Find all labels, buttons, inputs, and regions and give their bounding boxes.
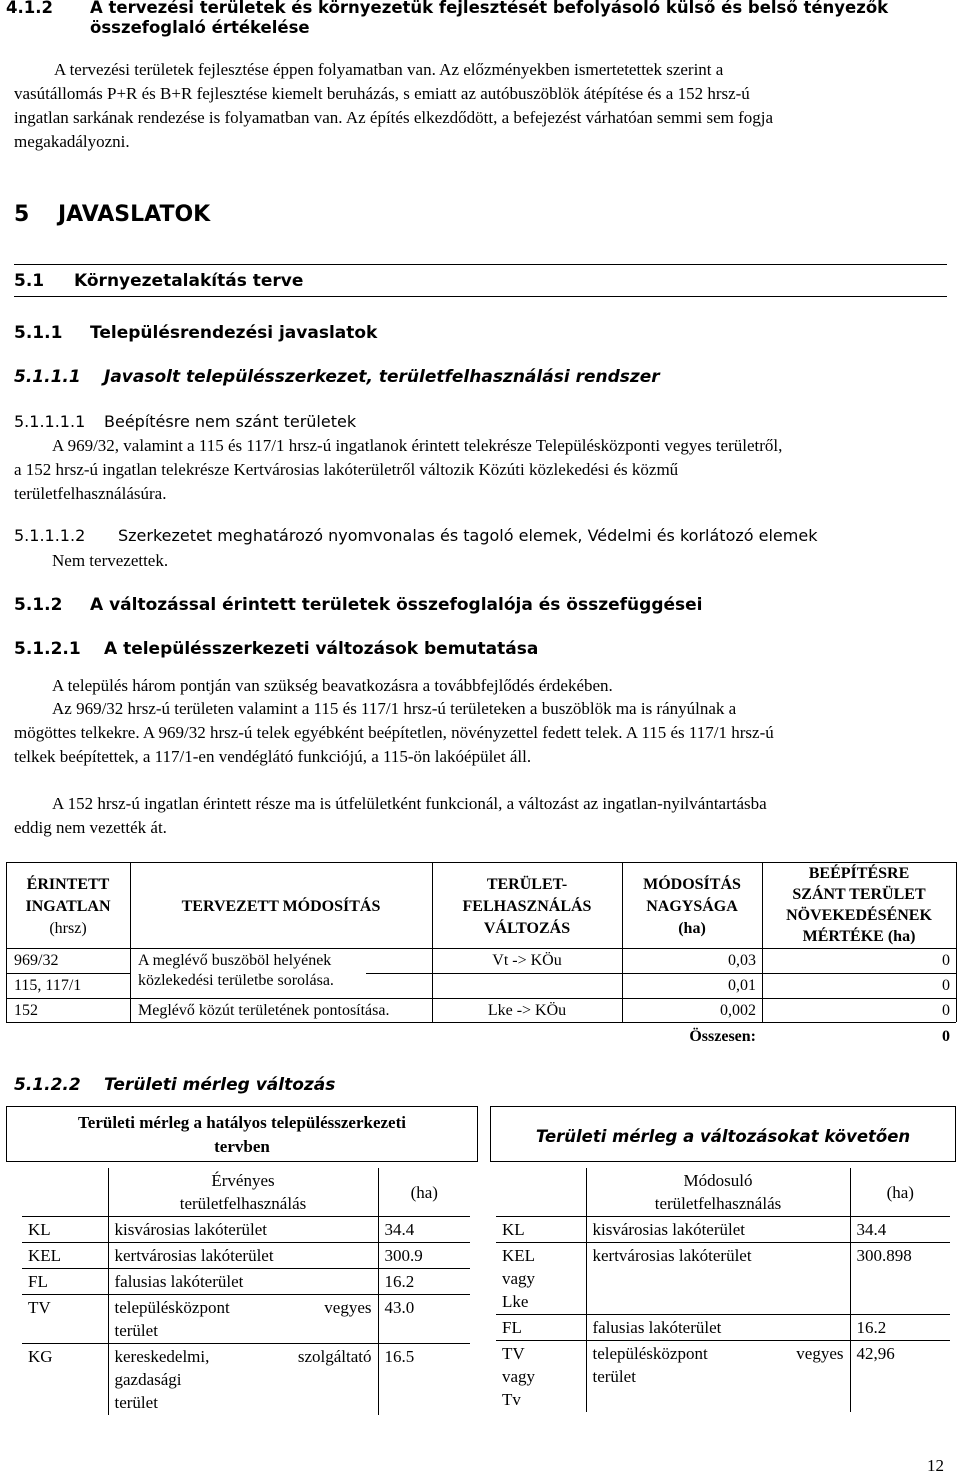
cell-ha: 43.0 [378,1295,470,1344]
paragraph-line: a 152 hrsz-ú ingatlan telekrésze Kertvárosias lakóterületről változik Közúti közlekedési és közmű [14,460,679,479]
header-cell-empty [496,1168,586,1217]
title-line: Területi mérleg a hatályos településszerkezeti [78,1113,406,1132]
header-text: MÉRTÉKE (ha) [802,928,916,945]
table-header-row [22,1168,470,1217]
header-cell-use [108,1168,378,1217]
table-row [22,1344,470,1416]
heading-title-line1: A tervezési területek és környezetük fejlesztését befolyásoló külső és belső tényezők [90,0,889,17]
cell-code: KL [22,1217,108,1243]
heading-title: Beépítésre nem szánt területek [104,412,357,431]
header-text: (hrsz) [49,920,87,937]
cell-name: kisvárosias lakóterület [108,1217,378,1243]
code-part: vagy [502,1367,536,1386]
cell-name [108,1344,378,1416]
name-part: vegyes [796,1344,844,1363]
paragraph-line: Az 969/32 hrsz-ú területen valamint a 115 és 117/1 hrsz-ú területeken a buszöblök ma is rányúlnak a [52,699,737,718]
heading-title: Településrendezési javaslatok [90,323,378,343]
table-border [6,998,956,999]
header-change: TERVEZETT MÓDOSÍTÁS [181,898,381,915]
header-parcel [6,874,130,940]
header-text: VÁLTOZÁS [483,920,571,937]
intro-line: ingatlan sarkának rendezése is folyamatban van. Az építés elkezdődött, a befejezést várhatóan semmi sem fogja [14,108,774,127]
cell-parcel: 115, 117/1 [14,977,82,994]
cell-parcel: 152 [14,1002,38,1019]
balance-after-table [496,1168,950,1412]
heading-number: 5.1.1 [14,323,63,343]
cell-ha: 34.4 [378,1217,470,1243]
cell-growth: 0 [942,952,950,969]
name-part: kereskedelmi, [114,1347,210,1366]
cell-code: KEL [22,1243,108,1269]
cell-name: falusias lakóterület [108,1269,378,1295]
cell-code: FL [22,1269,108,1295]
name-part: terület [114,1321,158,1340]
cell-landuse: Lke -> KÖu [487,1002,567,1019]
paragraph-5-1-1-1-2: Nem tervezettek. [52,551,169,570]
cell-code: FL [496,1315,586,1341]
heading-number: 5.1.1.1 [14,367,81,387]
balance-current-title [6,1106,478,1162]
heading-number: 5.1 [14,271,45,291]
chapter-number: 5 [14,202,30,227]
name-part: szolgáltató [297,1347,372,1366]
intro-line: vasútállomás P+R és B+R fejlesztése kiemelt beruházás, s emiatt az autóbuszöblök átépítése és a 152 hrsz-ú [14,84,750,103]
cell-growth: 0 [942,1002,950,1019]
heading-number: 4.1.2 [6,0,53,17]
name-part: településközpont [114,1298,230,1317]
balance-after-title: Területi mérleg a változásokat követően [490,1106,956,1162]
header-cell-empty [22,1168,108,1217]
heading-number: 5.1.2.1 [14,639,81,659]
header-text: NÖVEKEDÉSÉNEK [786,907,932,924]
header-text: TERÜLET- [486,876,568,893]
cell-change: A meglévő buszöböl helyének [138,952,332,969]
cell-size: 0,002 [720,1002,756,1019]
header-text: NAGYSÁGA [646,898,738,915]
name-part: terület [114,1393,158,1412]
header-cell-ha: (ha) [850,1168,950,1217]
table-border [6,1022,956,1023]
cell-code: KG [22,1344,108,1416]
cell-change: közlekedési területbe sorolása. [138,972,334,989]
cell-ha: 300.898 [850,1243,950,1315]
cell-code: TV [22,1295,108,1344]
table-row [22,1217,470,1243]
header-text: SZÁNT TERÜLET [792,886,926,903]
table-row [496,1217,950,1243]
header-text: ÉRINTETT [26,876,110,893]
cell-ha: 16.2 [850,1315,950,1341]
table-row [22,1269,470,1295]
header-growth [762,863,956,947]
page-number: 12 [927,1456,944,1475]
header-text: INGATLAN [25,898,111,915]
cell-parcel: 969/32 [14,952,59,969]
header-text: BEÉPÍTÉSRE [808,865,910,882]
total-label: Összesen: [689,1028,756,1045]
cell-ha: 300.9 [378,1243,470,1269]
total-value: 0 [942,1028,950,1045]
header-size [622,874,762,940]
cell-ha: 16.5 [378,1344,470,1416]
table-row [496,1243,950,1315]
heading-title: Környezetalakítás terve [74,271,304,291]
cell-name [586,1341,850,1413]
table-border [956,862,957,1022]
table-border [130,862,131,1022]
name-part: gazdasági [114,1370,182,1389]
code-part: TV [502,1344,525,1363]
header-text: (ha) [678,920,706,937]
header-text: Módosuló [683,1171,753,1190]
code-part: KEL [502,1246,536,1265]
heading-title: Javasolt településszerkezet, területfelhasználási rendszer [104,367,660,387]
header-cell-ha: (ha) [378,1168,470,1217]
table-border [366,973,956,974]
cell-name: kisvárosias lakóterület [586,1217,850,1243]
chapter-title: JAVASLATOK [58,202,211,227]
cell-ha: 34.4 [850,1217,950,1243]
table-row [496,1315,950,1341]
cell-name [108,1295,378,1344]
heading-number: 5.1.1.1.1 [14,412,86,431]
cell-growth: 0 [942,977,950,994]
cell-landuse: Vt -> KÖu [492,952,562,969]
name-part: településközpont [592,1344,708,1363]
heading-title: Szerkezetet meghatározó nyomvonalas és tagoló elemek, Védelmi és korlátozó elemek [118,526,818,545]
heading-number: 5.1.2.2 [14,1075,81,1095]
cell-size: 0,03 [728,952,756,969]
cell-code [496,1341,586,1413]
heading-5-1-2-2 [14,1072,336,1098]
paragraph-line: telkek beépítettek, a 117/1-en vendéglátó funkciójú, a 115-ön lakóépület áll. [14,747,532,766]
balance-current-table [22,1168,470,1415]
heading-title: A változással érintett területek összefoglalója és összefüggései [90,595,703,615]
header-landuse [432,874,622,940]
paragraph-line: A 969/32, valamint a 115 és 117/1 hrsz-ú ingatlanok érintett telekrésze Településközponti vegyes területről, [52,436,783,455]
table-row [496,1341,950,1413]
table-row [22,1243,470,1269]
heading-number: 5.1.2 [14,595,63,615]
table-header-row [496,1168,950,1217]
table-border [6,948,956,949]
header-text: MÓDOSÍTÁS [643,876,741,893]
cell-name: falusias lakóterület [586,1315,850,1341]
name-part: vegyes [324,1298,372,1317]
header-text: FELHASZNÁLÁS [462,898,592,915]
cell-name: kertvárosias lakóterület [586,1243,850,1315]
paragraph-line: A település három pontján van szükség beavatkozásra a továbbfejlődés érdekében. [52,676,613,695]
paragraph-line: eddig nem vezették át. [14,818,167,837]
code-part: Lke [502,1292,529,1311]
heading-number: 5.1.1.1.2 [14,526,86,545]
table-border [6,973,130,974]
code-part: Tv [502,1390,521,1409]
table-row [22,1295,470,1344]
heading-title: Területi mérleg változás [104,1075,336,1095]
heading-title: A településszerkezeti változások bemutatása [104,639,539,659]
name-part: terület [592,1367,636,1386]
paragraph-line: mögöttes telkekre. A 969/32 hrsz-ú telek egyébként beépítetlen, növényzettel fedett telek. A 115 és 117/1 hrsz-ú [14,723,774,742]
code-part: vagy [502,1269,536,1288]
paragraph-line: területfelhasználásúra. [14,484,167,503]
cell-code: KL [496,1217,586,1243]
intro-line: A tervezési területek fejlesztése éppen folyamatban van. Az előzményekben ismertetettek szerint a [54,60,724,79]
header-cell-use [586,1168,850,1217]
header-text: Érvényes [211,1171,275,1190]
header-text: területfelhasználás [654,1194,782,1213]
paragraph-line: A 152 hrsz-ú ingatlan érintett része ma is útfelületként funkcionál, a változást az ingatlan-nyilvántartásba [52,794,767,813]
cell-change: Meglévő közút területének pontosítása. [138,1002,390,1019]
header-text: területfelhasználás [179,1194,307,1213]
cell-name: kertvárosias lakóterület [108,1243,378,1269]
title-line: tervben [214,1137,270,1156]
cell-code [496,1243,586,1315]
cell-size: 0,01 [728,977,756,994]
cell-ha: 16.2 [378,1269,470,1295]
intro-line: megakadályozni. [14,132,130,151]
heading-title-line2: összefoglaló értékelése [90,18,310,37]
cell-ha: 42,96 [850,1341,950,1413]
